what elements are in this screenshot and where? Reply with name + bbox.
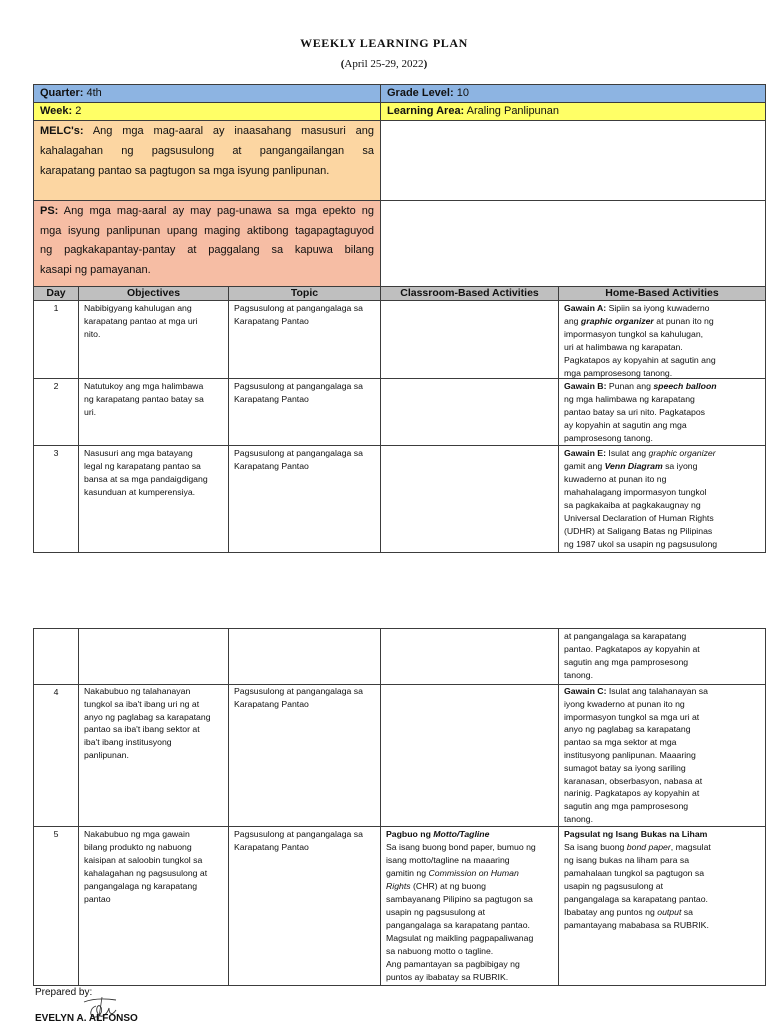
text-segment: bond paper: [626, 842, 671, 852]
text-segment: iba't ibang institusyong: [84, 737, 172, 748]
text-segment: ng mga halimbawa ng karapatang: [564, 394, 695, 404]
text-line: [386, 906, 555, 919]
text-line: [564, 525, 762, 538]
text-segment: Karapatang Pantao: [234, 461, 309, 471]
text-segment: mahahalagang impormasyon tungkol: [564, 487, 707, 497]
text-segment: kasunduan at kumperensiya.: [84, 487, 196, 497]
text-segment: bilang produkto ng nabuong: [84, 842, 192, 852]
topic-cell: [228, 684, 381, 827]
day-cell: 2: [33, 378, 79, 446]
text-segment: Motto/Tagline: [433, 829, 490, 839]
text-line: [564, 380, 762, 393]
text-segment: April 25-29, 2022: [344, 58, 424, 70]
text-line: [234, 698, 377, 711]
text-segment: pangangalaga ng karapatang: [84, 881, 198, 891]
text-segment: sa nabuong motto o tagline.: [386, 946, 494, 956]
objectives-cell: [78, 378, 229, 446]
text-line: [564, 419, 762, 432]
text-segment: Magsulat ng maikling pagpapaliwanag: [386, 933, 534, 943]
day-cell: 4: [33, 684, 79, 827]
day-cell: [33, 628, 79, 685]
text-segment: Ibabatay ang puntos ng: [564, 907, 658, 917]
text-line: [386, 893, 555, 906]
text-segment: panlipunan.: [84, 749, 129, 760]
text-segment: sagutin ang mga pamprosesong: [564, 657, 689, 667]
text-line: [40, 161, 374, 181]
text-line: [387, 85, 761, 102]
column-header-label: Home-Based Activities: [605, 287, 719, 299]
text-segment: kahalagahan ng pagsusulong at pangangailangan sa: [40, 145, 374, 157]
text-segment: Karapatang Pantao: [234, 316, 309, 326]
text-segment: sa pagkakaiba at pagkakaugnay ng: [564, 500, 701, 510]
text-segment: Karapatang Pantao: [234, 842, 309, 852]
text-line: [564, 736, 762, 749]
text-line: [40, 261, 374, 281]
text-line: [564, 919, 762, 932]
text-line: [234, 828, 377, 841]
text-line: [386, 828, 555, 841]
text-line: [564, 787, 762, 800]
home-activities-cell: [558, 628, 766, 685]
text-segment: Pagsusulong at pangangalaga sa: [234, 686, 363, 696]
text-segment: ng pagkakapantay-pantay at paggalang sa kapuwa bilang: [40, 244, 374, 256]
text-segment: Sa isang buong: [564, 842, 627, 852]
text-line: [386, 880, 555, 893]
activities-table-page-2: [33, 628, 766, 986]
text-line: [84, 867, 225, 880]
learning-area-cell: [380, 102, 766, 121]
home-activities-cell: [558, 378, 766, 446]
text-line: [564, 393, 762, 406]
activities-table-page-1: [33, 286, 766, 553]
text-line: [564, 432, 762, 445]
text-line: [84, 711, 225, 724]
classroom-activities-cell: [380, 826, 559, 986]
preparer-name: EVELYN A. ALFONSO: [35, 1013, 138, 1024]
text-segment: (CHR) at ng buong: [410, 881, 486, 891]
text-line: [564, 341, 762, 354]
text-line: [84, 841, 225, 854]
text-line: [84, 315, 225, 328]
text-line: [564, 630, 762, 643]
objectives-cell: [78, 684, 229, 827]
text-segment: tanong.: [564, 670, 593, 680]
text-line: [234, 380, 377, 393]
text-line: [84, 880, 225, 893]
text-line: [0, 57, 768, 71]
text-segment: ay kopyahin at sagutin ang mga: [564, 420, 687, 430]
text-segment: Pagsusulong at pangangalaga sa: [234, 381, 363, 391]
text-segment: Karapatang Pantao: [234, 394, 309, 404]
text-segment: Rights: [386, 881, 411, 891]
text-segment: mga pamprosesong tanong.: [564, 368, 673, 378]
column-header-label: Day: [46, 287, 66, 299]
text-line: [40, 121, 374, 141]
text-line: [564, 315, 762, 328]
text-segment: (UDHR) at Saligang Batas ng Pilipinas: [564, 526, 713, 536]
melc-blank-cell: [380, 120, 766, 201]
text-segment: MELC's:: [40, 125, 84, 137]
text-line: [84, 328, 225, 341]
text-line: [564, 643, 762, 656]
performance-standard-blank-cell: [380, 200, 766, 287]
classroom-activities-cell: [380, 378, 559, 446]
text-segment: Sa isang buong bond paper, bumuo ng: [386, 842, 536, 852]
text-line: [84, 473, 225, 486]
text-segment: narinig. Pagkatapos ay kopyahin at: [564, 788, 700, 799]
text-line: [84, 380, 225, 393]
text-line: [564, 698, 762, 711]
day-cell: 3: [33, 445, 79, 553]
text-line: [564, 775, 762, 788]
text-segment: Commission on Human: [428, 868, 519, 878]
text-line: [40, 141, 374, 161]
text-segment: pantao batay sa uri nito. Pagkatapos: [564, 407, 706, 417]
home-activities-cell: [558, 445, 766, 553]
text-segment: , magsulat: [670, 842, 711, 852]
plan-header-table: [33, 84, 766, 287]
text-segment: kuwaderno at punan ito ng: [564, 474, 667, 484]
text-line: [234, 685, 377, 698]
text-line: [40, 222, 374, 242]
text-line: [234, 393, 377, 406]
column-header-topic: [228, 286, 381, 301]
text-segment: at pangangalaga sa karapatang: [564, 631, 687, 641]
objectives-cell: [78, 300, 229, 379]
topic-cell: [228, 378, 381, 446]
text-segment: kaisipan at saloobin tungkol sa: [84, 855, 203, 865]
text-line: [564, 473, 762, 486]
text-line: [386, 854, 555, 867]
text-line: [564, 685, 762, 698]
column-header-label: Objectives: [126, 287, 181, 299]
text-segment: usapin ng pagsusulong at: [386, 907, 486, 917]
home-activities-cell: [558, 684, 766, 827]
column-header-home-activities: [558, 286, 766, 301]
text-line: [84, 685, 225, 698]
column-header-label: Topic: [290, 287, 319, 299]
performance-standard-cell: [33, 200, 381, 287]
text-segment: ng karapatang pantao batay sa: [84, 394, 204, 404]
classroom-activities-cell: [380, 445, 559, 553]
text-segment: Gawain E:: [564, 448, 606, 458]
text-segment: karapatang pantao sa pagtugon sa mga isyung panlipunan.: [40, 165, 330, 177]
text-segment: Punan ang: [606, 381, 654, 391]
text-segment: ): [423, 58, 428, 70]
text-line: [564, 841, 762, 854]
text-segment: anyo ng paglabag sa karapatang: [84, 711, 211, 722]
text-segment: gamitin ng: [386, 868, 429, 878]
text-line: [387, 103, 761, 120]
text-line: [564, 762, 762, 775]
text-segment: graphic organizer: [580, 316, 654, 326]
text-segment: sumagot batay sa iyong sariling: [564, 762, 686, 773]
text-segment: pantao. Pagkatapos ay kopyahin at: [564, 644, 700, 654]
text-segment: Pagbuo ng: [386, 829, 434, 839]
text-segment: Week:: [40, 105, 73, 117]
text-segment: Learning Area:: [387, 105, 465, 117]
text-segment: Karapatang Pantao: [234, 698, 309, 709]
text-segment: nito.: [84, 329, 101, 339]
text-line: [40, 202, 374, 222]
text-line: [84, 698, 225, 711]
text-line: [84, 486, 225, 499]
text-segment: Pagsulat ng Isang Bukas na Liham: [564, 829, 708, 839]
text-segment: Sipiin sa iyong kuwaderno: [606, 303, 710, 313]
text-line: [564, 723, 762, 736]
text-line: [84, 302, 225, 315]
text-segment: isang motto/tagline na maaaring: [386, 855, 510, 865]
text-line: [234, 447, 377, 460]
text-segment: Universal Declaration of Human Rights: [564, 513, 714, 523]
text-segment: kasapi ng pamayanan.: [40, 263, 151, 276]
text-line: [234, 302, 377, 315]
text-line: [386, 958, 555, 971]
text-segment: Araling Panlipunan: [464, 105, 560, 117]
text-segment: graphic organizer: [648, 448, 716, 458]
text-segment: usapin ng pagsusulong at: [564, 881, 664, 891]
text-segment: ang: [564, 316, 581, 326]
text-segment: legal ng karapatang pantao sa: [84, 461, 201, 471]
text-segment: Ang mga mag-aaral ay may pag-unawa sa mga epekto ng: [58, 205, 374, 217]
melc-cell: [33, 120, 381, 201]
prepared-by-label: Prepared by:: [35, 987, 93, 998]
text-segment: pamprosesong tanong.: [564, 433, 653, 443]
text-line: [84, 406, 225, 419]
text-segment: Nakabubuo ng mga gawain: [84, 829, 190, 839]
text-line: [564, 711, 762, 724]
week-cell: [33, 102, 381, 121]
text-line: [386, 932, 555, 945]
document-title: WEEKLY LEARNING PLAN: [300, 36, 468, 50]
grade-level-cell: [380, 84, 766, 103]
date-range: [0, 57, 768, 71]
text-line: [386, 867, 555, 880]
objectives-cell: [78, 628, 229, 685]
text-segment: iyong kwaderno at punan ito ng: [564, 698, 685, 709]
text-line: [564, 406, 762, 419]
text-line: [564, 749, 762, 762]
text-segment: pangangalaga sa karapatang pantao.: [386, 920, 530, 930]
text-segment: bansa at sa mga pandaigdigang: [84, 474, 208, 484]
text-line: [234, 841, 377, 854]
text-line: [564, 447, 762, 460]
text-segment: pamantayang mababasa sa RUBRIK.: [564, 920, 709, 930]
objectives-cell: [78, 445, 229, 553]
text-line: [564, 906, 762, 919]
text-segment: uri at halimbawa ng karapatan.: [564, 342, 683, 352]
objectives-cell: [78, 826, 229, 986]
text-segment: pamahalaan tungkol sa pagtugon sa: [564, 868, 705, 878]
text-line: [386, 945, 555, 958]
text-segment: pantao sa mga sektor at mga: [564, 737, 677, 748]
text-line: [564, 302, 762, 315]
topic-cell: [228, 445, 381, 553]
text-line: [234, 315, 377, 328]
text-segment: output: [657, 907, 682, 917]
text-segment: pantao: [84, 894, 111, 904]
text-segment: 10: [453, 87, 469, 99]
text-segment: Venn Diagram: [604, 461, 663, 471]
text-segment: Ang pamantayan sa pagbibigay ng: [386, 959, 520, 969]
text-segment: gamit ang: [564, 461, 605, 471]
text-segment: Natutukoy ang mga halimbawa: [84, 381, 204, 391]
text-segment: anyo ng paglabag sa karapatang: [564, 724, 691, 735]
text-line: [564, 813, 762, 826]
text-segment: mga isyung panlipunan upang maging aktibong tagapagtaguyod: [40, 224, 374, 237]
text-segment: sagutin ang mga pamprosesong: [564, 801, 689, 812]
text-segment: pangangalaga sa karapatang pantao.: [564, 894, 708, 904]
text-segment: Isulat ang: [606, 448, 649, 458]
text-segment: karanasan, obserbasyon, nabasa at: [564, 775, 703, 786]
column-header-label: Classroom-Based Activities: [400, 287, 539, 299]
text-line: [564, 460, 762, 473]
text-line: [564, 538, 762, 551]
text-line: [564, 880, 762, 893]
text-segment: Pagsusulong at pangangalaga sa: [234, 303, 363, 313]
text-segment: pantao sa iba't ibang sektor at: [84, 724, 200, 735]
text-line: [564, 656, 762, 669]
text-segment: kahalagahan ng pagsusulong at: [84, 868, 208, 878]
text-segment: PS:: [40, 205, 59, 217]
text-line: [564, 893, 762, 906]
text-line: [40, 85, 376, 102]
text-segment: at punan ito ng: [653, 316, 714, 326]
text-line: [84, 828, 225, 841]
text-line: [40, 103, 376, 120]
text-line: [564, 499, 762, 512]
text-segment: karapatang pantao at mga uri: [84, 316, 198, 326]
text-segment: Pagkatapos ay kopyahin at sagutin ang: [564, 355, 716, 365]
text-line: [84, 460, 225, 473]
day-cell: 1: [33, 300, 79, 379]
text-line: [84, 393, 225, 406]
text-line: [564, 800, 762, 813]
text-segment: tanong.: [564, 813, 593, 824]
text-segment: Quarter:: [40, 87, 84, 99]
text-segment: Pagsusulong at pangangalaga sa: [234, 448, 363, 458]
topic-cell: [228, 300, 381, 379]
text-segment: Ang mga mag-aaral ay inaasahang masusuri ang: [83, 125, 374, 137]
text-line: [84, 723, 225, 736]
text-segment: uri.: [84, 407, 97, 417]
text-line: [234, 460, 377, 473]
column-header-classroom-activities: [380, 286, 559, 301]
text-line: [564, 669, 762, 682]
text-line: [84, 854, 225, 867]
text-segment: (: [340, 58, 345, 70]
text-segment: 2: [72, 105, 82, 117]
home-activities-cell: [558, 826, 766, 986]
text-line: [564, 828, 762, 841]
text-segment: puntos ay ibabatay sa RUBRIK.: [386, 972, 509, 982]
text-line: [84, 749, 225, 762]
text-segment: impormasyon tungkol sa kahulugan,: [564, 329, 704, 339]
text-segment: Gawain B:: [564, 381, 607, 391]
classroom-activities-cell: [380, 684, 559, 827]
text-line: [564, 854, 762, 867]
text-line: [564, 328, 762, 341]
topic-cell: [228, 628, 381, 685]
text-line: [386, 841, 555, 854]
text-line: [40, 241, 374, 261]
text-segment: sambayanang Pilipino sa pagtugon sa: [386, 894, 533, 904]
classroom-activities-cell: [380, 300, 559, 379]
text-segment: Nakabubuo ng talahanayan: [84, 686, 191, 696]
classroom-activities-cell: [380, 628, 559, 685]
text-line: [564, 354, 762, 367]
text-line: [84, 736, 225, 749]
text-segment: tungkol sa iba't ibang uri ng at: [84, 698, 200, 709]
column-header-day: [33, 286, 79, 301]
quarter-cell: [33, 84, 381, 103]
text-segment: Gawain C:: [564, 686, 607, 696]
text-segment: institusyong panlipunan. Maaaring: [564, 749, 696, 760]
home-activities-cell: [558, 300, 766, 379]
topic-cell: [228, 826, 381, 986]
day-cell: 5: [33, 826, 79, 986]
text-line: [386, 919, 555, 932]
text-line: [84, 893, 225, 906]
text-segment: impormasyon tungkol sa mga uri at: [564, 711, 700, 722]
text-line: [386, 971, 555, 984]
text-segment: sa iyong: [662, 461, 698, 471]
text-segment: Nasusuri ang mga batayang: [84, 448, 193, 458]
text-line: [84, 447, 225, 460]
text-segment: ng isang bukas na liham para sa: [564, 855, 690, 865]
text-segment: ng 1987 ukol sa usapin ng pagsusulong: [564, 539, 718, 549]
text-segment: Grade Level:: [387, 87, 454, 99]
text-segment: Pagsusulong at pangangalaga sa: [234, 829, 363, 839]
text-segment: 4th: [83, 87, 102, 99]
text-line: [564, 867, 762, 880]
text-line: [564, 512, 762, 525]
text-line: [564, 486, 762, 499]
text-segment: Gawain A:: [564, 303, 607, 313]
column-header-objectives: [78, 286, 229, 301]
text-segment: Isulat ang talahanayan sa: [606, 686, 708, 696]
text-segment: speech balloon: [653, 381, 717, 391]
text-segment: Nabibigyang kahulugan ang: [84, 303, 192, 313]
text-segment: sa: [681, 907, 693, 917]
